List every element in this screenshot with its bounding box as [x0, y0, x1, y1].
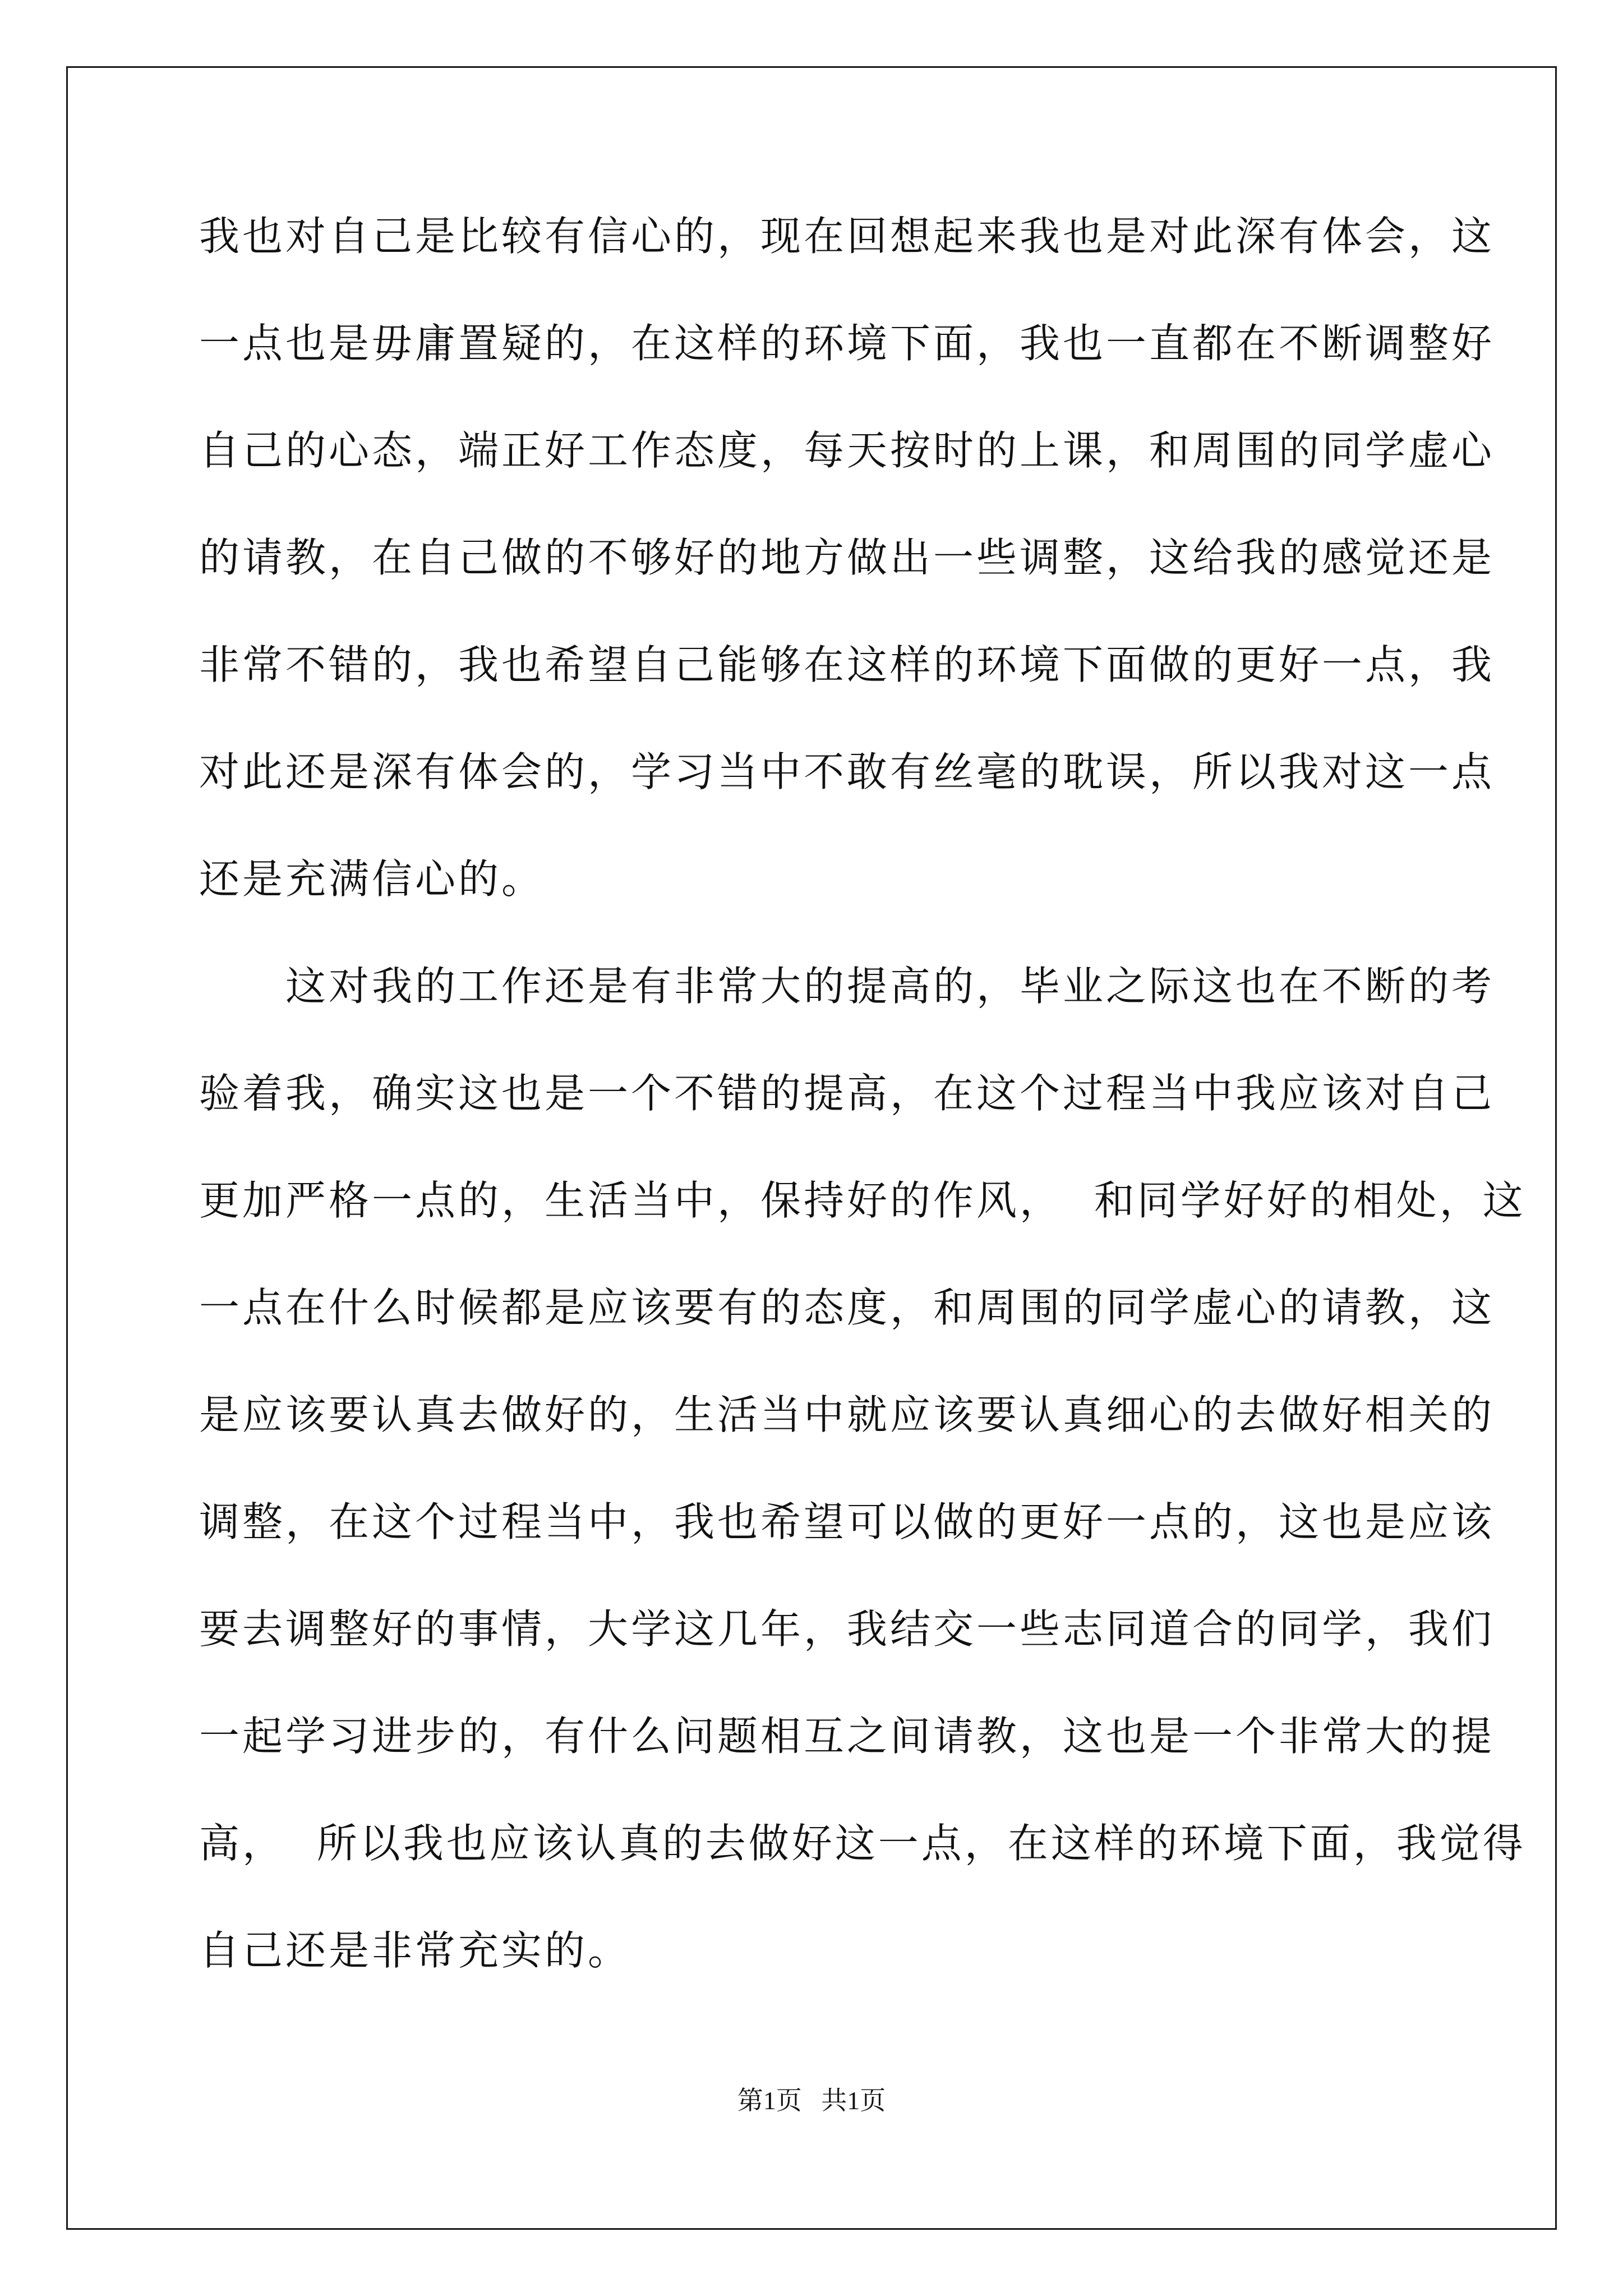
text-line: 还是充满信心的。 — [199, 855, 545, 903]
text-line: 调整，在这个过程当中，我也希望可以做的更好一点的，这也是应该 — [199, 1498, 1495, 1545]
text-line: 一起学习进步的，有什么问题相互之间请教，这也是一个非常大的提 — [199, 1713, 1495, 1760]
text-line: 这对我的工作还是有非常大的提高的，毕业之际这也在不断的考 — [199, 963, 1495, 1010]
text-line: 要去调整好的事情，大学这几年，我结交一些志同道合的同学，我们 — [199, 1605, 1495, 1653]
text-line: 一点也是毋庸置疑的，在这样的环境下面，我也一直都在不断调整好 — [199, 320, 1495, 367]
document-body — [199, 213, 1526, 2037]
text-line: 是应该要认真去做好的，生活当中就应该要认真细心的去做好相关的 — [199, 1391, 1495, 1438]
text-line: 一点在什么时候都是应该要有的态度，和周围的同学虚心的请教，这 — [199, 1284, 1495, 1331]
text-line: 我也对自己是比较有信心的，现在回想起来我也是对此深有体会，这 — [199, 213, 1495, 260]
text-line: 更加严格一点的，生活当中，保持好的作风， 和同学好好的相处，这 — [199, 1177, 1526, 1224]
text-line: 对此还是深有体会的，学习当中不敢有丝毫的耽误，所以我对这一点 — [199, 748, 1495, 795]
text-line: 高， 所以我也应该认真的去做好这一点，在这样的环境下面，我觉得 — [199, 1820, 1526, 1867]
page-number: 第1页 共1页 — [737, 2086, 886, 2115]
text-line: 自己的心态，端正好工作态度，每天按时的上课，和周围的同学虚心 — [199, 427, 1495, 474]
text-line: 自己还是非常充实的。 — [199, 1927, 631, 1974]
text-line: 验着我，确实这也是一个不错的提高，在这个过程当中我应该对自己 — [199, 1070, 1495, 1117]
text-line: 的请教，在自己做的不够好的地方做出一些调整，这给我的感觉还是 — [199, 534, 1495, 581]
text-line: 非常不错的，我也希望自己能够在这样的环境下面做的更好一点，我 — [199, 641, 1495, 688]
